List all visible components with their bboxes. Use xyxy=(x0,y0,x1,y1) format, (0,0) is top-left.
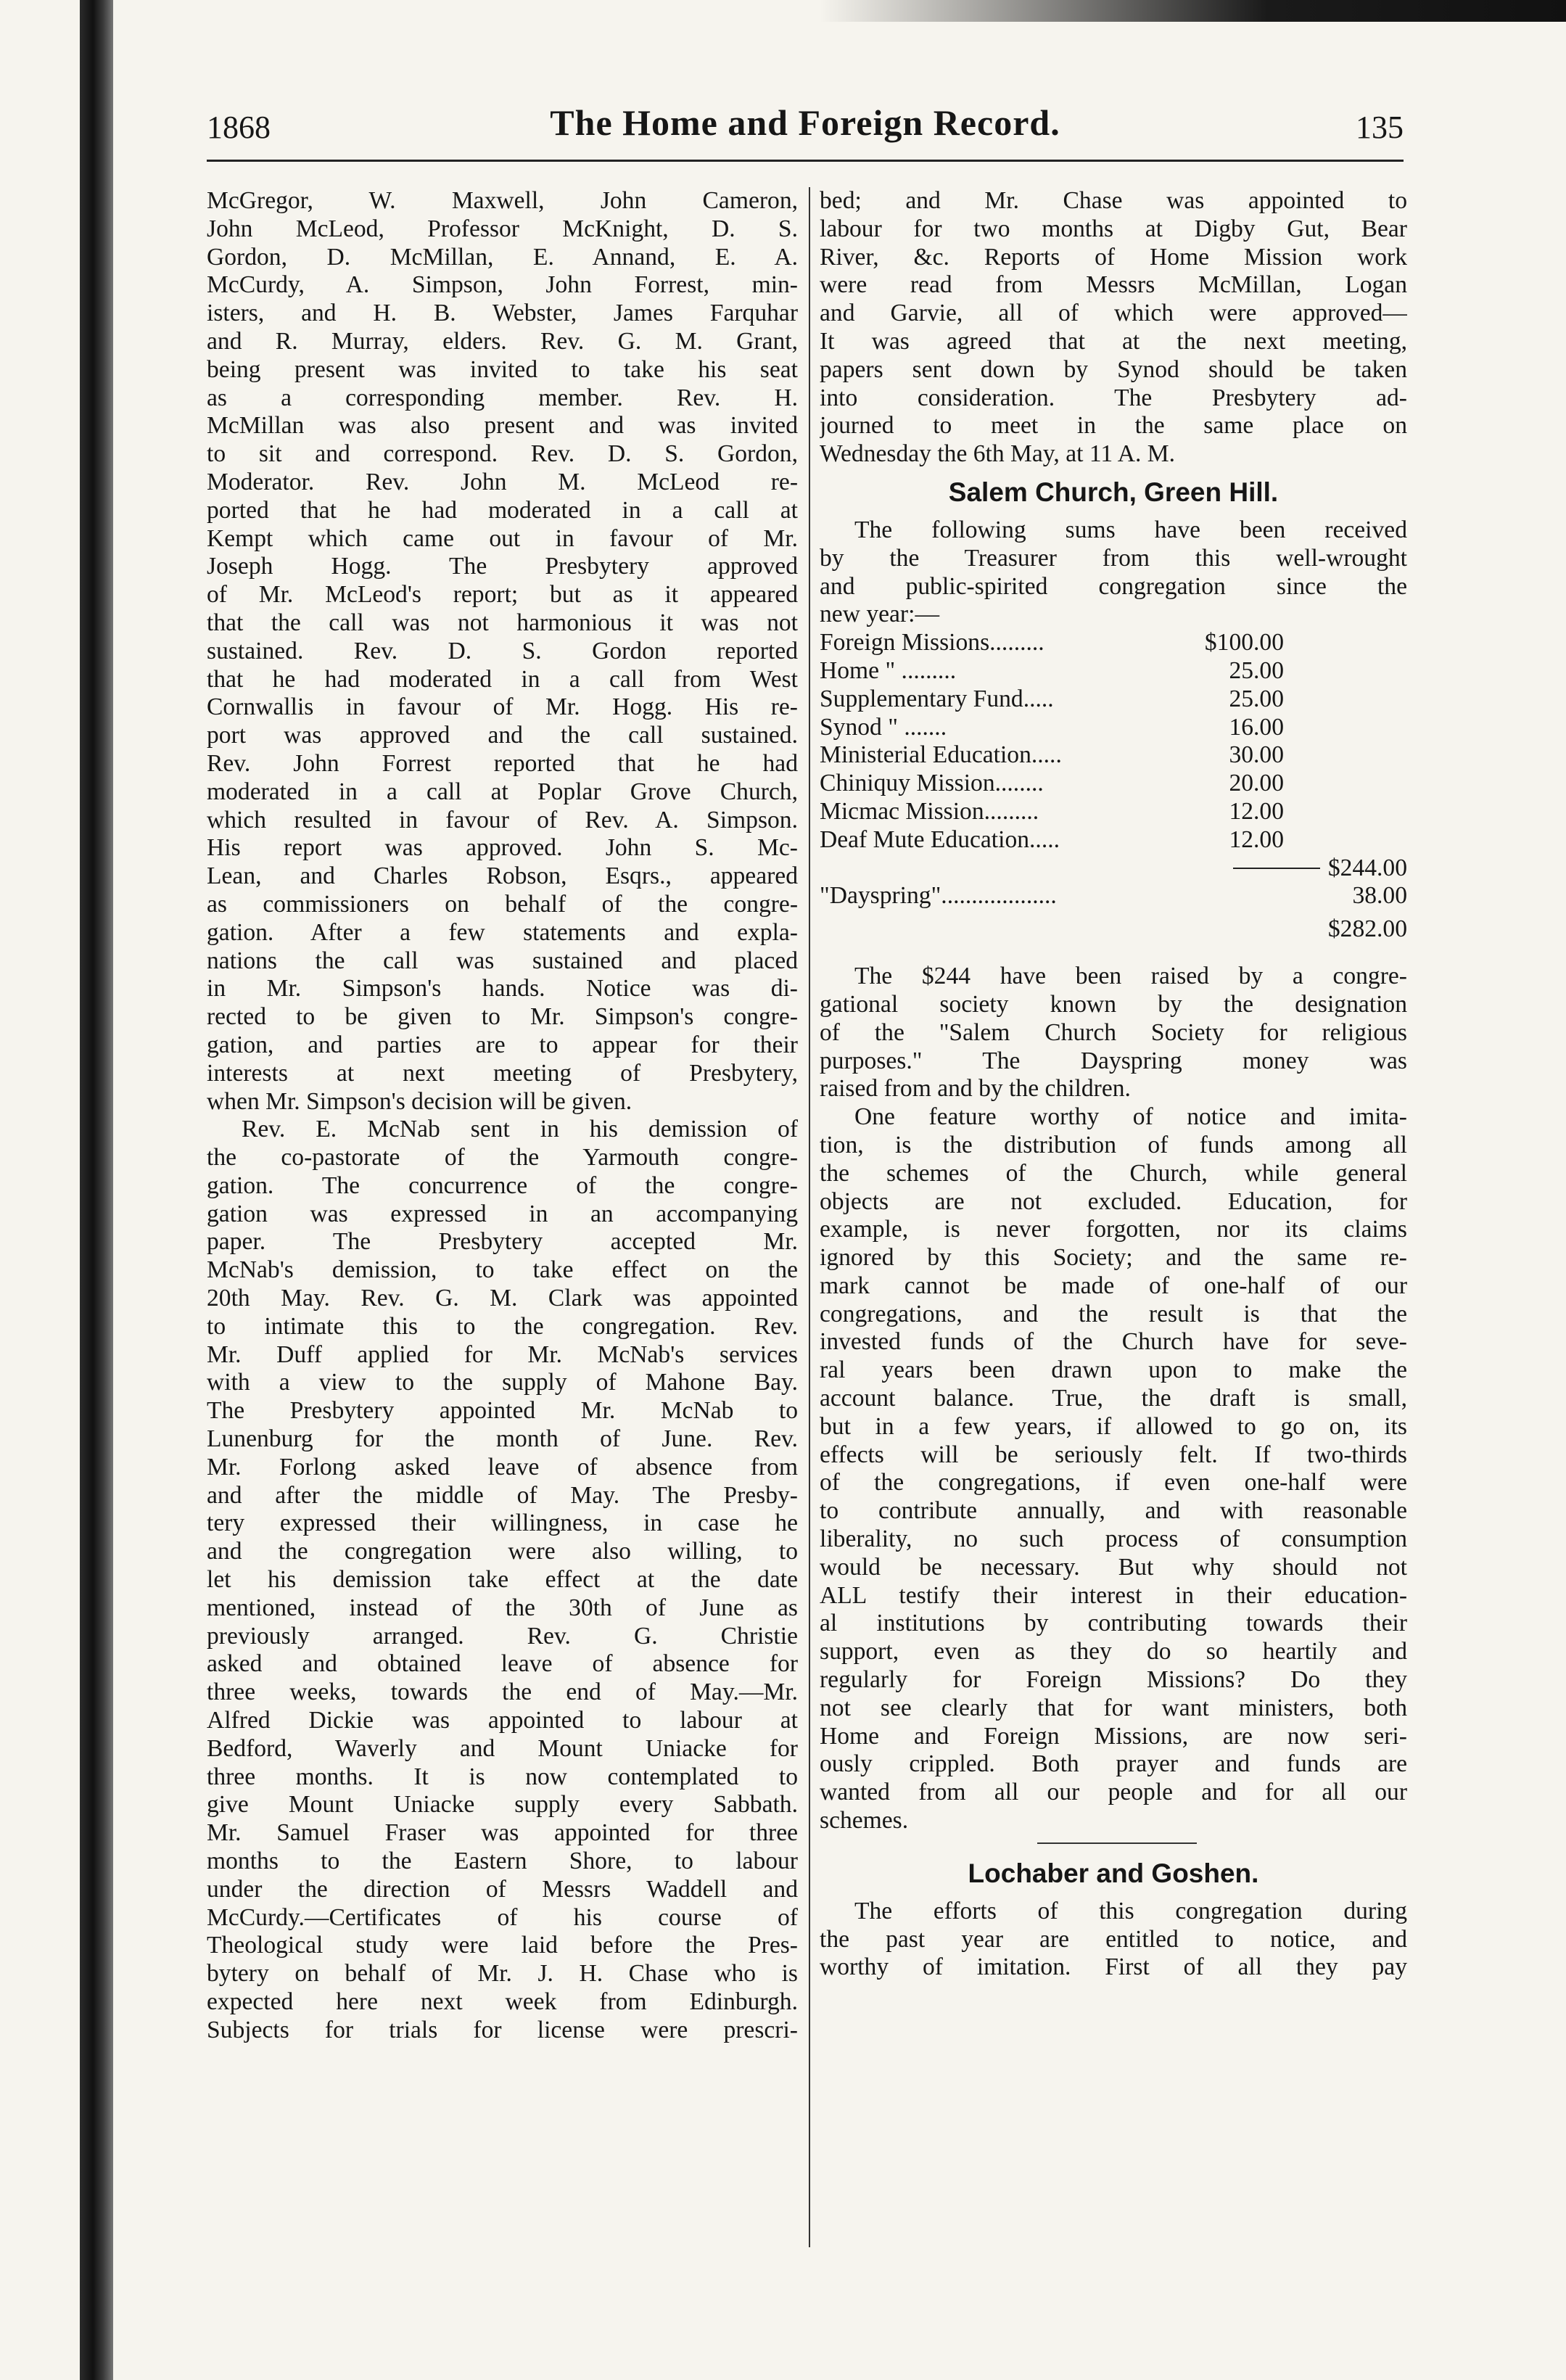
text-line: when Mr. Simpson's decision will be given. xyxy=(207,1087,632,1115)
text-line: regularly for Foreign Missions? Do they xyxy=(820,1666,1407,1694)
text-line: tion, is the distribution of funds among all xyxy=(820,1131,1407,1158)
text-line: Mr. Duff applied for Mr. McNab's services xyxy=(207,1341,798,1368)
text-line: gation. The concurrence of the congre- xyxy=(207,1172,798,1199)
text-line: three weeks, towards the end of May.—Mr. xyxy=(207,1679,798,1706)
sum-row xyxy=(820,770,1407,798)
journal-title: The Home and Foreign Record. xyxy=(550,102,1060,143)
text-line: gation was expressed in an accompanying xyxy=(207,1200,798,1227)
text-line: bed; and Mr. Chase was appointed to xyxy=(820,187,1407,214)
text-line: expected here next week from Edinburgh. xyxy=(207,1988,798,2015)
text-line: with a view to the supply of Mahone Bay. xyxy=(207,1369,798,1396)
text-line: purposes." The Dayspring money was xyxy=(820,1047,1407,1074)
header-rule xyxy=(207,160,1404,162)
text-line: worthy of imitation. First of all they pay xyxy=(820,1953,1407,1981)
text-line: new year:— xyxy=(820,601,940,628)
text-line: 20th May. Rev. G. M. Clark was appointed xyxy=(207,1285,798,1312)
text-line: in Mr. Simpson's hands. Notice was di- xyxy=(207,975,798,1002)
text-line: gation, and parties are to appear for their xyxy=(207,1031,798,1058)
dayspring-row xyxy=(820,882,1407,910)
column-divider xyxy=(809,187,810,2247)
text-line: as a corresponding member. Rev. H. xyxy=(207,384,798,411)
text-line: months to the Eastern Shore, to labour xyxy=(207,1848,798,1875)
text-line: journed to meet in the same place on xyxy=(820,412,1407,440)
text-line: and R. Murray, elders. Rev. G. M. Grant, xyxy=(207,327,798,355)
text-line: His report was approved. John S. Mc- xyxy=(207,834,798,862)
text-line: were read from Messrs McMillan, Logan xyxy=(820,271,1407,299)
text-line: Wednesday the 6th May, at 11 A. M. xyxy=(820,440,1175,468)
sum-label: Home " ......... xyxy=(820,656,957,684)
text-line: of the "Salem Church Society for religious xyxy=(820,1018,1407,1046)
text-line: al institutions by contributing towards their xyxy=(820,1610,1407,1637)
text-line: the co-pastorate of the Yarmouth congre- xyxy=(207,1144,798,1172)
text-line: Home and Foreign Missions, are now seri- xyxy=(820,1722,1407,1750)
text-line: The following sums have been received xyxy=(854,516,1407,543)
text-line: One feature worthy of notice and imita- xyxy=(854,1103,1407,1131)
text-line: Mr. Forlong asked leave of absence from xyxy=(207,1453,798,1481)
header-year: 1868 xyxy=(207,110,271,145)
text-line: McGregor, W. Maxwell, John Cameron, xyxy=(207,187,798,214)
text-line: gational society known by the designation xyxy=(820,990,1407,1018)
presbytery-minutes-continued xyxy=(820,187,1407,469)
text-line: to contribute annually, and with reasonable xyxy=(820,1497,1407,1525)
text-line: ALL testify their interest in their education- xyxy=(820,1581,1407,1609)
text-line: moderated in a call at Poplar Grove Church, xyxy=(207,778,798,805)
text-line: of Mr. McLeod's report; but as it appeared xyxy=(207,581,798,609)
text-line: the past year are entitled to notice, and xyxy=(820,1925,1407,1953)
text-line: Kempt which came out in favour of Mr. xyxy=(207,524,798,552)
text-line: papers sent down by Synod should be taken xyxy=(820,355,1407,383)
text-line: The $244 have been raised by a congre- xyxy=(854,963,1407,990)
sum-label: Ministerial Education..... xyxy=(820,741,1062,769)
text-line: isters, and H. B. Webster, James Farquhar xyxy=(207,300,798,327)
binding-shadow xyxy=(80,0,113,2380)
text-line: into consideration. The Presbytery ad- xyxy=(820,384,1407,411)
text-line: McCurdy, A. Simpson, John Forrest, min- xyxy=(207,271,798,299)
text-line: invested funds of the Church have for seve- xyxy=(820,1328,1407,1356)
text-line: would be necessary. But why should not xyxy=(820,1553,1407,1581)
text-line: being present was invited to take his seat xyxy=(207,355,798,383)
text-line: interests at next meeting of Presbytery, xyxy=(207,1059,798,1087)
sum-label: Foreign Missions......... xyxy=(820,629,1044,656)
text-line: previously arranged. Rev. G. Christie xyxy=(207,1622,798,1650)
salem-body xyxy=(820,963,1407,1835)
lochaber-body xyxy=(820,1898,1407,1982)
text-line: the schemes of the Church, while general xyxy=(820,1159,1407,1187)
sum-amount: 12.00 xyxy=(1229,825,1284,853)
salem-intro xyxy=(820,516,1407,629)
text-line: objects are not excluded. Education, for xyxy=(820,1187,1407,1215)
text-line: Moderator. Rev. John M. McLeod re- xyxy=(207,468,798,495)
text-line: three months. It is now contemplated to xyxy=(207,1763,798,1790)
sum-row xyxy=(820,826,1407,855)
text-line: that he had moderated in a call from West xyxy=(207,665,798,693)
sum-row xyxy=(820,657,1407,685)
page-header xyxy=(207,102,1404,160)
text-line: mentioned, instead of the 30th of June as xyxy=(207,1594,798,1621)
sum-amount: 20.00 xyxy=(1229,770,1284,797)
sum-amount: 16.00 xyxy=(1229,713,1284,741)
text-line: ignored by this Society; and the same re- xyxy=(820,1244,1407,1272)
text-line: bytery on behalf of Mr. J. H. Chase who is xyxy=(207,1960,798,1988)
text-line: let his demission take effect at the date xyxy=(207,1566,798,1594)
text-line: Lean, and Charles Robson, Esqrs., appeared xyxy=(207,862,798,890)
page-number: 135 xyxy=(1356,110,1404,145)
text-line: account balance. True, the draft is small, xyxy=(820,1385,1407,1412)
text-line: McCurdy.—Certificates of his course of xyxy=(207,1903,798,1931)
text-line: by the Treasurer from this well-wrought xyxy=(820,544,1407,572)
text-line: sustained. Rev. D. S. Gordon reported xyxy=(207,637,798,664)
subtotal-amount: $244.00 xyxy=(1327,854,1407,881)
text-line: give Mount Uniacke supply every Sabbath. xyxy=(207,1791,798,1819)
text-line: raised from and by the children. xyxy=(820,1075,1131,1103)
text-line: that the call was not harmonious it was not xyxy=(207,609,798,636)
text-line: mark cannot be made of one-half of our xyxy=(820,1272,1407,1299)
scan-edge-shadow xyxy=(820,0,1566,22)
text-line: Subjects for trials for license were prescri- xyxy=(207,2016,798,2043)
text-line: ported that he had moderated in a call at xyxy=(207,496,798,524)
text-line: support, even as they do so heartily and xyxy=(820,1638,1407,1665)
text-line: Lunenburg for the month of June. Rev. xyxy=(207,1425,798,1453)
right-column xyxy=(820,187,1407,1982)
sum-row xyxy=(820,714,1407,742)
dayspring-amount: 38.00 xyxy=(1352,882,1407,910)
text-line: example, is never forgotten, nor its claims xyxy=(820,1216,1407,1243)
text-line: as commissioners on behalf of the congre- xyxy=(207,890,798,918)
text-line: effects will be seriously felt. If two-thirds xyxy=(820,1441,1407,1468)
text-line: McNab's demission, to take effect on the xyxy=(207,1256,798,1284)
text-line: and after the middle of May. The Presby- xyxy=(207,1481,798,1509)
text-line: nations the call was sustained and placed xyxy=(207,947,798,974)
text-line: Rev. John Forrest reported that he had xyxy=(207,749,798,777)
sum-label: Micmac Mission......... xyxy=(820,797,1039,825)
sum-row xyxy=(820,798,1407,826)
section-separator xyxy=(820,1835,1407,1850)
text-line: rected to be given to Mr. Simpson's congre- xyxy=(207,1003,798,1031)
text-line: It was agreed that at the next meeting, xyxy=(820,327,1407,355)
text-line: ral years been drawn upon to make the xyxy=(820,1356,1407,1384)
text-line: but in a few years, if allowed to go on, its xyxy=(820,1412,1407,1440)
sum-amount: $100.00 xyxy=(1204,629,1284,656)
text-line: The Presbytery appointed Mr. McNab to xyxy=(207,1397,798,1425)
sum-row xyxy=(820,685,1407,714)
sum-amount: 25.00 xyxy=(1229,685,1284,712)
subtotal-row xyxy=(820,855,1407,883)
text-line: port was approved and the call sustained. xyxy=(207,722,798,749)
sum-amount: 25.00 xyxy=(1229,656,1284,684)
text-line: ously crippled. Both prayer and funds are xyxy=(820,1750,1407,1778)
text-line: which resulted in favour of Rev. A. Simpson. xyxy=(207,806,798,833)
dayspring-label: "Dayspring"................... xyxy=(820,882,1057,910)
text-line: Cornwallis in favour of Mr. Hogg. His re- xyxy=(207,693,798,721)
sum-label: Synod " ....... xyxy=(820,713,947,741)
text-line: Gordon, D. McMillan, E. Annand, E. A. xyxy=(207,243,798,271)
text-line: not see clearly that for want ministers, both xyxy=(820,1694,1407,1721)
text-line: paper. The Presbytery accepted Mr. xyxy=(207,1228,798,1256)
text-line: River, &c. Reports of Home Mission work xyxy=(820,243,1407,271)
text-line: schemes. xyxy=(820,1807,909,1835)
text-line: under the direction of Messrs Waddell and xyxy=(207,1875,798,1903)
sums-table xyxy=(820,629,1407,854)
text-line: and Garvie, all of which were approved— xyxy=(820,300,1407,327)
sum-label: Deaf Mute Education..... xyxy=(820,825,1060,853)
text-line: wanted from all our people and for all our xyxy=(820,1779,1407,1806)
left-column xyxy=(207,187,798,2045)
sum-row xyxy=(820,741,1407,770)
section-heading-salem-church: Salem Church, Green Hill. xyxy=(948,477,1279,507)
sum-amount: 12.00 xyxy=(1229,797,1284,825)
section-heading-lochaber: Lochaber and Goshen. xyxy=(968,1858,1259,1888)
text-line: labour for two months at Digby Gut, Bear xyxy=(820,215,1407,242)
text-line: Theological study were laid before the Pres- xyxy=(207,1932,798,1959)
text-line: Bedford, Waverly and Mount Uniacke for xyxy=(207,1734,798,1762)
text-line: of the congregations, if even one-half were xyxy=(820,1469,1407,1496)
text-line: John McLeod, Professor McKnight, D. S. xyxy=(207,215,798,242)
subtotal-rule xyxy=(1233,868,1320,869)
text-line: and public-spirited congregation since the xyxy=(820,572,1407,600)
text-line: Rev. E. McNab sent in his demission of xyxy=(242,1116,798,1143)
text-line: and the congregation were also willing, to xyxy=(207,1538,798,1565)
text-line: gation. After a few statements and expla- xyxy=(207,918,798,946)
text-line: Alfred Dickie was appointed to labour at xyxy=(207,1707,798,1734)
text-line: to intimate this to the congregation. Rev. xyxy=(207,1312,798,1340)
sum-amount: 30.00 xyxy=(1229,741,1284,769)
text-line: tery expressed their willingness, in case he xyxy=(207,1510,798,1537)
sum-label: Chiniquy Mission........ xyxy=(820,770,1044,797)
text-line: Mr. Samuel Fraser was appointed for three xyxy=(207,1819,798,1847)
text-line: Joseph Hogg. The Presbytery approved xyxy=(207,553,798,580)
sum-label: Supplementary Fund..... xyxy=(820,685,1054,712)
text-line: to sit and correspond. Rev. D. S. Gordon, xyxy=(207,440,798,468)
grand-total: $282.00 xyxy=(1327,915,1407,943)
text-line: asked and obtained leave of absence for xyxy=(207,1650,798,1678)
text-line: The efforts of this congregation during xyxy=(854,1897,1407,1924)
text-line: liberality, no such process of consumption xyxy=(820,1525,1407,1553)
text-line: McMillan was also present and was invited xyxy=(207,412,798,440)
text-line: congregations, and the result is that the xyxy=(820,1300,1407,1327)
sum-row xyxy=(820,629,1407,657)
